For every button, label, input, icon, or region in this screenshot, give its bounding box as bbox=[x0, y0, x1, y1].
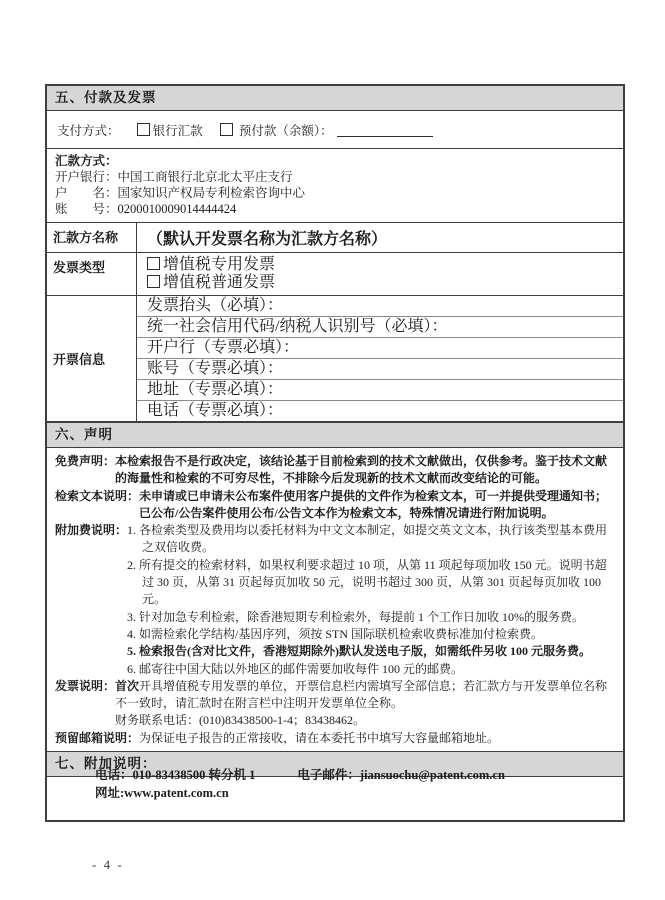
section-6-header: 六、声明 bbox=[47, 422, 623, 448]
invoice-type-row bbox=[47, 253, 623, 296]
payment-option-bank bbox=[137, 124, 203, 138]
invoice-note-body bbox=[115, 678, 615, 730]
free-statement-label: 免费声明： bbox=[55, 454, 116, 468]
commission-form-table bbox=[45, 84, 625, 822]
footer-email: 电子邮件：jiansuochu@patent.com.cn bbox=[297, 768, 505, 782]
surcharge-item-3: 3. 针对加急专利检索，除香港短期专利检索外，每提前 1 个工作日加收 10%的服务费。 bbox=[127, 609, 585, 624]
search-text-note-item bbox=[55, 488, 615, 523]
bank-remittance-label: 银行汇款 bbox=[152, 124, 203, 138]
bank-remittance-checkbox[interactable] bbox=[137, 123, 150, 136]
vat-special-invoice-checkbox[interactable] bbox=[147, 257, 160, 270]
invoice-info-fields bbox=[137, 296, 623, 421]
finance-phone-line: 财务联系电话：(010)83438500-1-4；83438462。 bbox=[115, 713, 366, 728]
invoice-note-rest: 开具增值税专用发票的单位，开票信息栏内需填写全部信息；若汇款方与开发票单位名称不一致时，请汇款时在附言栏中注明开发票单位全称。 bbox=[115, 678, 608, 711]
surcharge-note-list bbox=[127, 522, 615, 678]
invoice-title-field[interactable]: 发票抬头（必填）： bbox=[147, 297, 284, 314]
surcharge-item-5: 5. 检索报告(含对比文件，香港短期除外)默认发送电子版，如需纸件另收 100 元服务费。 bbox=[127, 644, 592, 659]
surcharge-item-2: 2. 所有提交的检索材料，如果权利要求超过 10 项，从第 11 项起每项加收 150 元。说明书超过 30 页，从第 31 页起每页加收 50 元，说明书超过 300 页，从第 301 页起每页加收 100 元。 bbox=[127, 557, 607, 607]
surcharge-item-4: 4. 如需检索化学结构/基因序列，须按 STN 国际联机检索收费标准加付检索费。 bbox=[127, 626, 544, 641]
surcharge-note-label: 附加费说明： bbox=[55, 523, 128, 538]
vat-special-invoice-label: 增值税专用发票 bbox=[163, 256, 276, 273]
surcharge-item-1: 1. 各检索类型及费用均以委托材料为中文文本制定，如提交英文文本，执行该类型基本费用之双倍收费。 bbox=[127, 523, 608, 555]
search-text-note-text: 未申请或已申请未公布案件使用客户提供的文件作为检索文本，可一并提供受理通知书；已公布/公告案件使用公布/公告文本作为检索文本，特殊情况请进行附加说明。 bbox=[139, 488, 608, 520]
remittance-title: 汇款方式： bbox=[55, 154, 118, 168]
invoice-info-row bbox=[47, 296, 623, 422]
prepaid-checkbox[interactable] bbox=[220, 123, 233, 136]
footer-phone: 电话：010-83438500 转分机 1 bbox=[95, 768, 256, 782]
tax-id-field[interactable]: 统一社会信用代码/纳税人识别号（必填）： bbox=[137, 316, 623, 337]
remittance-account-name-line: 户 名：国家知识产权局专利检索咨询中心 bbox=[55, 186, 306, 200]
payment-method-label: 支付方式： bbox=[57, 124, 120, 138]
invoice-type-label: 发票类型 bbox=[47, 253, 137, 295]
invoice-info-label: 开票信息 bbox=[47, 296, 137, 421]
email-note-item bbox=[55, 730, 615, 747]
invoice-type-option-special bbox=[147, 256, 613, 274]
email-note-label: 预留邮箱说明： bbox=[55, 730, 140, 745]
footer-website: 网址:www.patent.com.cn bbox=[95, 786, 229, 800]
remittance-bank-line: 开户银行：中国工商银行北京北太平庄支行 bbox=[55, 170, 293, 184]
surcharge-item-6: 6. 邮寄往中国大陆以外地区的邮件需要加收每件 100 元的邮费。 bbox=[127, 661, 464, 676]
vat-general-invoice-checkbox[interactable] bbox=[147, 275, 160, 288]
footer-line-1 bbox=[95, 766, 505, 784]
section-5-header: 五、付款及发票 bbox=[47, 86, 623, 111]
remitter-name-label: 汇款方名称 bbox=[47, 223, 137, 252]
search-text-note-label: 检索文本说明： bbox=[55, 488, 140, 503]
invoice-note-text bbox=[115, 678, 615, 713]
footer-contact bbox=[95, 766, 505, 802]
invoice-type-option-general bbox=[147, 274, 613, 292]
phone-field[interactable]: 电话（专票必填）： bbox=[137, 400, 623, 421]
account-number-field[interactable]: 账号（专票必填）： bbox=[137, 358, 623, 379]
invoice-note-item bbox=[55, 678, 615, 730]
free-statement-item bbox=[55, 453, 615, 488]
page-number: - 4 - bbox=[92, 857, 124, 872]
prepaid-label: 预付款（余额）： bbox=[238, 124, 333, 138]
invoice-note-lead: 首次 bbox=[115, 678, 140, 693]
payment-option-prepaid bbox=[220, 124, 433, 138]
address-field[interactable]: 地址（专票必填）： bbox=[137, 379, 623, 400]
invoice-type-options bbox=[137, 253, 623, 295]
section-7-header: 七、附加说明： bbox=[47, 751, 623, 777]
declaration-block bbox=[47, 448, 623, 751]
invoice-note-label: 发票说明： bbox=[55, 678, 116, 693]
payment-method-row bbox=[47, 111, 623, 149]
free-statement-text: 本检索报告不是行政决定，该结论基于目前检索到的技术文献做出，仅供参考。鉴于技术文献的海量性和检索的不可穷尽性，不排除今后发现新的技术文献而改变结论的可能。 bbox=[115, 454, 608, 486]
vat-general-invoice-label: 增值税普通发票 bbox=[163, 274, 276, 291]
bank-of-deposit-field[interactable]: 开户行（专票必填）： bbox=[137, 337, 623, 358]
remitter-name-note: （默认开发票名称为汇款方名称） bbox=[147, 231, 388, 248]
remitter-name-row bbox=[47, 223, 623, 253]
remittance-account-no-line: 账 号：0200010009014444424 bbox=[55, 202, 237, 216]
email-note-text: 为保证电子报告的正常接收，请在本委托书中填写大容量邮箱地址。 bbox=[139, 730, 500, 745]
remittance-info-block bbox=[47, 149, 623, 223]
prepaid-balance-field[interactable] bbox=[337, 124, 433, 137]
surcharge-note-item bbox=[55, 522, 615, 678]
